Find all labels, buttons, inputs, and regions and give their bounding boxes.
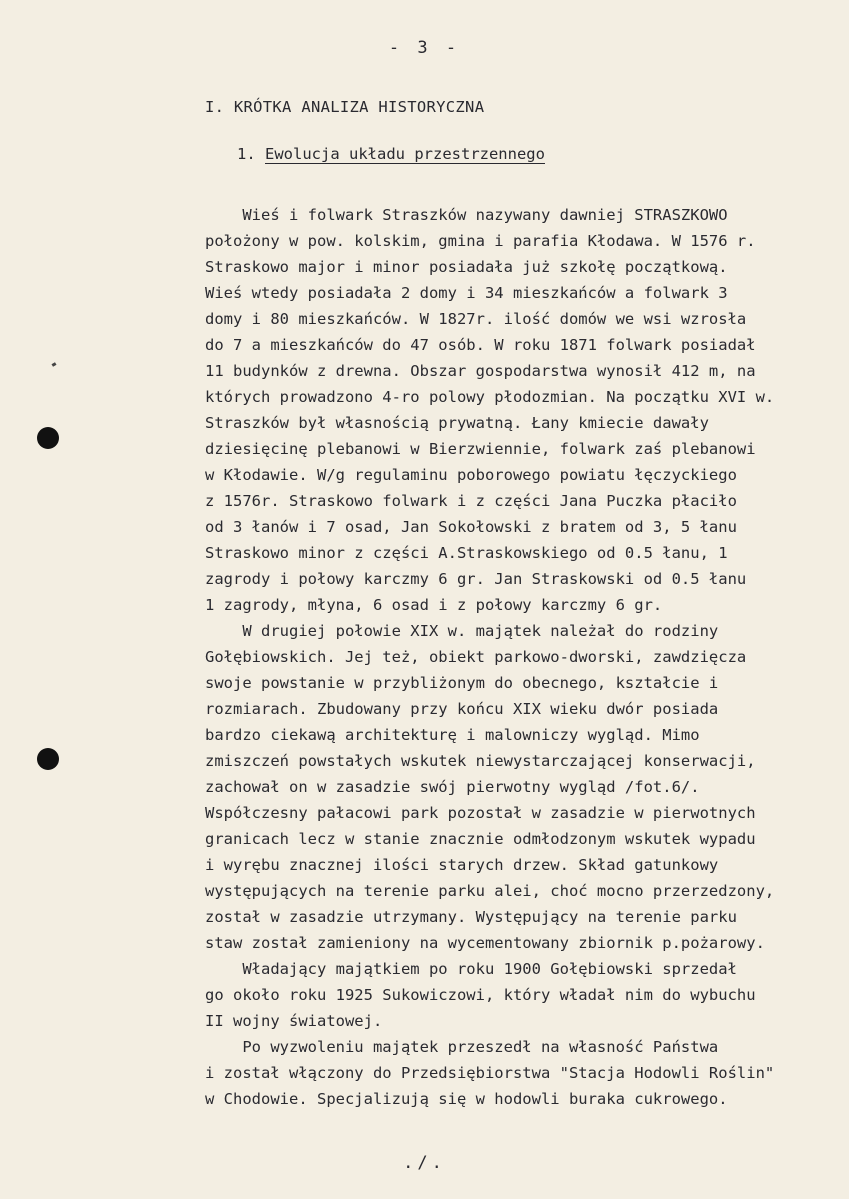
text-line: został w zasadzie utrzymany. Występujący na terenie parku — [205, 908, 737, 926]
text-line: występujących na terenie parku alei, choć mocno przerzedzony, — [205, 882, 775, 900]
text-line: Wieś i folwark Straszków nazywany dawniej STRASZKOWO — [205, 206, 728, 224]
text-line: Straskowo major i minor posiadała już szkołę początkową. — [205, 258, 728, 276]
subsection-heading — [237, 145, 545, 163]
text-line: Straskowo minor z części A.Straskowskiego od 0.5 łanu, 1 — [205, 544, 728, 562]
text-line: w Chodowie. Specjalizują się w hodowli buraka cukrowego. — [205, 1090, 728, 1108]
page-number: - 3 - — [388, 38, 461, 58]
text-line: W drugiej połowie XIX w. majątek należał do rodziny — [205, 622, 719, 640]
text-line: z 1576r. Straskowo folwark i z części Jana Puczka płaciło — [205, 492, 737, 510]
text-line: granicach lecz w stanie znacznie odmłodzonym wskutek wypadu — [205, 830, 756, 848]
text-line: zachował on w zasadzie swój pierwotny wygląd /fot.6/. — [205, 778, 700, 796]
margin-mark — [52, 362, 57, 367]
text-line: i wyrębu znacznej ilości starych drzew. Skład gatunkowy — [205, 856, 719, 874]
text-line: Wieś wtedy posiadała 2 domy i 34 mieszkańców a folwark 3 — [205, 284, 728, 302]
text-line: w Kłodawie. W/g regulaminu poborowego powiatu łęczyckiego — [205, 466, 737, 484]
text-line: Straszków był własnością prywatną. Łany kmiecie dawały — [205, 414, 709, 432]
text-line: których prowadzono 4-ro polowy płodozmian. Na początku XVI w. — [205, 388, 775, 406]
text-line: od 3 łanów i 7 osad, Jan Sokołowski z bratem od 3, 5 łanu — [205, 518, 737, 536]
text-line: Współczesny pałacowi park pozostał w zasadzie w pierwotnych — [205, 804, 756, 822]
text-line: zmiszczeń powstałych wskutek niewystarczającej konserwacji, — [205, 752, 756, 770]
body-text — [205, 202, 845, 1112]
text-line: położony w pow. kolskim, gmina i parafia Kłodawa. W 1576 r. — [205, 232, 756, 250]
text-line: Po wyzwoleniu majątek przeszedł na własność Państwa — [205, 1038, 719, 1056]
section-heading: I. KRÓTKA ANALIZA HISTORYCZNA — [205, 98, 485, 116]
subsection-title: Ewolucja układu przestrzennego — [265, 145, 545, 163]
text-line: dziesięcinę plebanowi w Bierzwiennie, folwark zaś plebanowi — [205, 440, 756, 458]
text-line: zagrody i połowy karczmy 6 gr. Jan Straskowski od 0.5 łanu — [205, 570, 747, 588]
text-line: i został włączony do Przedsiębiorstwa "Stacja Hodowli Roślin" — [205, 1064, 775, 1082]
punch-hole — [37, 427, 59, 449]
text-line: Gołębiowskich. Jej też, obiekt parkowo-dworski, zawdzięcza — [205, 648, 747, 666]
text-line: II wojny światowej. — [205, 1012, 383, 1030]
subsection-number: 1. — [237, 145, 256, 163]
text-line: go około roku 1925 Sukowiczowi, który władał nim do wybuchu — [205, 986, 756, 1004]
text-line: do 7 a mieszkańców do 47 osób. W roku 1871 folwark posiadał — [205, 336, 756, 354]
text-line: domy i 80 mieszkańców. W 1827r. ilość domów we wsi wzrosła — [205, 310, 747, 328]
text-line: rozmiarach. Zbudowany przy końcu XIX wieku dwór posiada — [205, 700, 719, 718]
continuation-mark: ./. — [403, 1153, 446, 1173]
text-line: 1 zagrody, młyna, 6 osad i z połowy karczmy 6 gr. — [205, 596, 663, 614]
text-line: Władający majątkiem po roku 1900 Gołębiowski sprzedał — [205, 960, 737, 978]
text-line: bardzo ciekawą architekturę i malowniczy wygląd. Mimo — [205, 726, 700, 744]
text-line: 11 budynków z drewna. Obszar gospodarstwa wynosił 412 m, na — [205, 362, 756, 380]
text-line: staw został zamieniony na wycementowany zbiornik p.pożarowy. — [205, 934, 765, 952]
text-line: swoje powstanie w przybliżonym do obecnego, kształcie i — [205, 674, 719, 692]
punch-hole — [37, 748, 59, 770]
